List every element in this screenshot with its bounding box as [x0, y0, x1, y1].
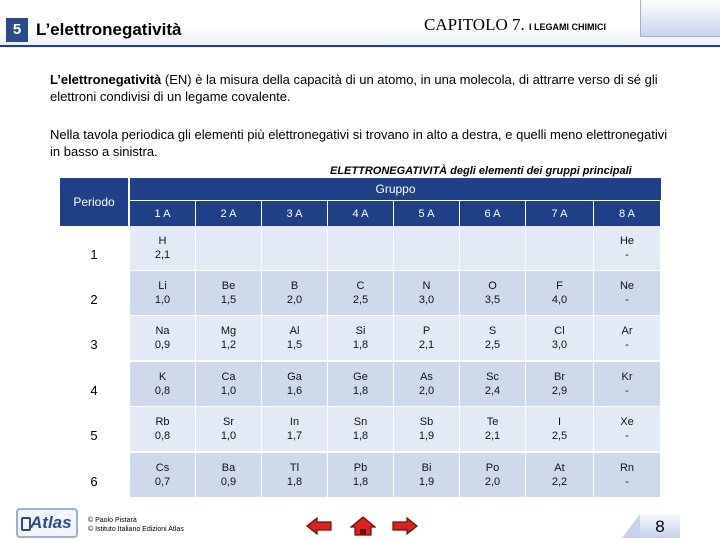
element-cell-po	[460, 453, 525, 497]
home-icon[interactable]	[350, 516, 376, 536]
element-cell-li	[130, 271, 195, 315]
element-cell-o	[460, 271, 525, 315]
element-symbol: O	[488, 280, 497, 292]
section-number: 5	[6, 18, 28, 42]
periodo-header: Periodo	[60, 178, 128, 226]
element-en-value: 2,4	[484, 385, 501, 397]
group-header-6: 6 A	[460, 201, 525, 226]
empty-cell	[394, 226, 459, 270]
element-symbol: N	[422, 280, 431, 292]
element-en-value: 1,8	[352, 385, 369, 397]
element-cell-k	[130, 362, 195, 406]
element-en-value: 0,9	[154, 339, 171, 351]
element-cell-na	[130, 316, 195, 360]
element-en-value: 2,0	[418, 385, 435, 397]
element-cell-n	[394, 271, 459, 315]
element-symbol: Si	[355, 325, 366, 337]
element-symbol: He	[619, 235, 635, 247]
chapter-title	[424, 15, 606, 35]
element-cell-ca	[196, 362, 261, 406]
element-symbol: Kr	[621, 371, 633, 383]
header-corner-decoration	[640, 0, 720, 37]
element-cell-ba	[196, 453, 261, 497]
element-en-value: 1,5	[286, 339, 303, 351]
element-cell-ge	[328, 362, 393, 406]
header-rule	[0, 45, 720, 47]
element-en-value: 3,0	[551, 339, 568, 351]
element-cell-in	[262, 407, 327, 451]
element-cell-sc	[460, 362, 525, 406]
element-en-value: 1,8	[352, 476, 369, 488]
element-symbol: Ba	[221, 462, 236, 474]
element-en-value: 0,8	[154, 385, 171, 397]
element-symbol: Rn	[619, 462, 635, 474]
empty-cell	[460, 226, 525, 270]
element-en-value: 2,2	[551, 476, 568, 488]
period-label-6: 6	[60, 453, 128, 498]
element-cell-xe	[594, 407, 660, 451]
element-cell-rn	[594, 453, 660, 497]
element-en-value: 2,0	[286, 294, 303, 306]
element-en-value: -	[625, 430, 629, 442]
element-en-value: -	[625, 294, 629, 306]
element-en-value: -	[625, 339, 629, 351]
element-cell-ar	[594, 316, 660, 360]
element-cell-rb	[130, 407, 195, 451]
element-cell-pb	[328, 453, 393, 497]
element-en-value: 1,5	[220, 294, 237, 306]
element-en-value: 1,2	[220, 339, 237, 351]
element-en-value: 1,7	[286, 430, 303, 442]
element-cell-h	[130, 226, 195, 270]
credits	[88, 516, 184, 534]
element-cell-sr	[196, 407, 261, 451]
element-symbol: Al	[289, 325, 300, 337]
period-label-2: 2	[60, 271, 128, 316]
group-header-7: 7 A	[526, 201, 593, 226]
element-en-value: 2,9	[551, 385, 568, 397]
element-symbol: Na	[155, 325, 170, 337]
element-symbol: Te	[486, 416, 499, 428]
element-en-value: 0,7	[154, 476, 171, 488]
atlas-logo-text: Atlas	[30, 513, 72, 532]
group-header-5: 5 A	[394, 201, 459, 226]
element-symbol: Ge	[353, 371, 368, 383]
element-cell-te	[460, 407, 525, 451]
element-symbol: Sb	[419, 416, 434, 428]
element-en-value: 2,5	[484, 339, 501, 351]
group-header-3: 3 A	[262, 201, 327, 226]
arrow-right-icon[interactable]	[392, 516, 418, 536]
element-en-value: 3,5	[484, 294, 501, 306]
element-symbol: P	[422, 325, 431, 337]
element-cell-cs	[130, 453, 195, 497]
element-symbol: K	[158, 371, 167, 383]
trend-paragraph: Nella tavola periodica gli elementi più elettronegativi si trovano in alto a destra, e quelli meno elettronegativi in basso a sinistra.	[50, 127, 668, 159]
period-label-1: 1	[60, 226, 128, 271]
table-caption: ELETTRONEGATIVITÀ degli elementi dei gruppi principali	[330, 165, 632, 177]
definition-text: (EN) è la misura della capacità di un atomo, in una molecola, di attrarre verso di sé gli elettroni condivisi di un legame covalente.	[50, 72, 658, 104]
element-cell-p	[394, 316, 459, 360]
group-header-8: 8 A	[594, 201, 660, 226]
element-symbol: Ne	[619, 280, 635, 292]
element-symbol: Cs	[155, 462, 170, 474]
element-en-value: 1,8	[352, 430, 369, 442]
element-symbol: Ar	[621, 325, 633, 337]
element-symbol: Cl	[554, 325, 565, 337]
element-symbol: Br	[554, 371, 565, 383]
empty-cell	[526, 226, 593, 270]
element-en-value: 2,5	[352, 294, 369, 306]
element-cell-c	[328, 271, 393, 315]
element-cell-si	[328, 316, 393, 360]
element-symbol: Sn	[353, 416, 368, 428]
element-symbol: At	[554, 462, 565, 474]
empty-cell	[328, 226, 393, 270]
element-en-value: 1,0	[220, 385, 237, 397]
element-symbol: Sc	[486, 371, 499, 383]
page-number: 8	[640, 514, 680, 538]
element-symbol: C	[356, 280, 365, 292]
element-symbol: Ca	[221, 371, 236, 383]
arrow-left-icon[interactable]	[306, 516, 332, 536]
element-symbol: H	[158, 235, 167, 247]
element-cell-sn	[328, 407, 393, 451]
element-en-value: 1,0	[154, 294, 171, 306]
element-cell-br	[526, 362, 593, 406]
element-cell-tl	[262, 453, 327, 497]
element-en-value: 1,9	[418, 476, 435, 488]
element-cell-kr	[594, 362, 660, 406]
element-en-value: 2,1	[484, 430, 501, 442]
element-symbol: Be	[221, 280, 236, 292]
chapter-sub: I LEGAMI CHIMICI	[529, 22, 606, 32]
element-symbol: In	[289, 416, 300, 428]
element-en-value: 2,1	[154, 249, 171, 261]
element-cell-al	[262, 316, 327, 360]
element-cell-sb	[394, 407, 459, 451]
element-en-value: 1,9	[418, 430, 435, 442]
element-symbol: Ga	[287, 371, 302, 383]
group-header-1: 1 A	[130, 201, 195, 226]
element-cell-mg	[196, 316, 261, 360]
element-en-value: -	[625, 476, 629, 488]
element-symbol: Po	[485, 462, 500, 474]
credit-author: © Paolo Pistarà	[88, 517, 137, 524]
element-symbol: Bi	[421, 462, 432, 474]
element-symbol: F	[556, 280, 563, 292]
period-label-3: 3	[60, 316, 128, 361]
element-en-value: -	[625, 385, 629, 397]
element-symbol: Tl	[289, 462, 300, 474]
element-symbol: Li	[158, 280, 167, 292]
element-cell-at	[526, 453, 593, 497]
element-en-value: -	[625, 249, 629, 261]
element-cell-s	[460, 316, 525, 360]
gruppo-header: Gruppo	[130, 178, 661, 200]
element-en-value: 1,8	[286, 476, 303, 488]
element-symbol: Sr	[223, 416, 234, 428]
element-cell-he	[594, 226, 660, 270]
element-cell-i	[526, 407, 593, 451]
element-symbol: As	[420, 371, 433, 383]
credit-publisher: © Istituto Italiano Edizioni Atlas	[88, 526, 184, 533]
chapter-main: CAPITOLO 7.	[424, 15, 525, 34]
element-cell-cl	[526, 316, 593, 360]
element-cell-ga	[262, 362, 327, 406]
element-en-value: 1,0	[220, 430, 237, 442]
element-en-value: 1,6	[286, 385, 303, 397]
element-symbol: S	[488, 325, 497, 337]
empty-cell	[196, 226, 261, 270]
element-cell-ne	[594, 271, 660, 315]
element-cell-bi	[394, 453, 459, 497]
element-en-value: 2,0	[484, 476, 501, 488]
element-symbol: I	[557, 416, 562, 428]
element-en-value: 1,8	[352, 339, 369, 351]
element-en-value: 0,8	[154, 430, 171, 442]
element-symbol: Pb	[353, 462, 368, 474]
element-symbol: Mg	[220, 325, 237, 337]
definition-term: L’elettronegatività	[50, 72, 162, 87]
element-en-value: 0,9	[220, 476, 237, 488]
element-cell-b	[262, 271, 327, 315]
definition-paragraph	[50, 71, 680, 105]
element-symbol: Rb	[155, 416, 170, 428]
period-label-5: 5	[60, 407, 128, 452]
element-en-value: 2,1	[418, 339, 435, 351]
group-header-2: 2 A	[196, 201, 261, 226]
element-cell-f	[526, 271, 593, 315]
element-cell-as	[394, 362, 459, 406]
element-en-value: 4,0	[551, 294, 568, 306]
period-label-4: 4	[60, 362, 128, 407]
element-symbol: B	[290, 280, 299, 292]
empty-cell	[262, 226, 327, 270]
element-cell-be	[196, 271, 261, 315]
element-en-value: 2,5	[551, 430, 568, 442]
group-header-4: 4 A	[328, 201, 393, 226]
element-symbol: Xe	[620, 416, 634, 428]
element-en-value: 3,0	[418, 294, 435, 306]
section-title: L’elettronegatività	[36, 20, 182, 39]
atlas-logo	[16, 508, 78, 538]
